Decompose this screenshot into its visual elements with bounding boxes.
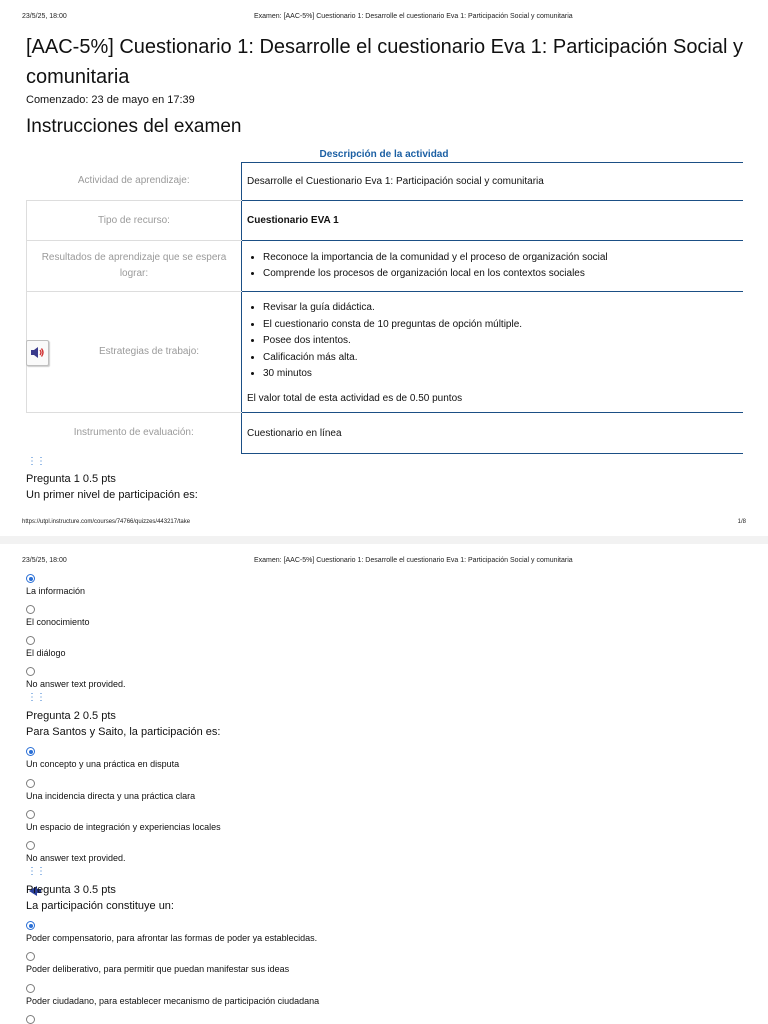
- list-item: • Calificación más alta.: [263, 350, 738, 367]
- row-value: [242, 292, 744, 413]
- table-row: [27, 292, 744, 413]
- drag-handle-icon[interactable]: ⋮⋮: [27, 456, 45, 467]
- answer-label: No answer text provided.: [26, 679, 126, 689]
- radio-button[interactable]: [26, 810, 35, 819]
- row-value: Cuestionario en línea: [242, 413, 744, 454]
- question-header: Pregunta 1 0.5 pts: [26, 473, 116, 485]
- print-date: 23/5/25, 18:00: [22, 557, 67, 564]
- instructions-title: Instrucciones del examen: [26, 116, 242, 137]
- speaker-icon: [30, 346, 45, 359]
- learning-outcomes-list: [247, 250, 738, 283]
- answer-label: La información: [26, 586, 86, 596]
- answer-label: Un espacio de integración y experiencias locales: [26, 822, 221, 832]
- print-url: https://utpl.instructure.com/courses/74766/quizzes/443217/take: [22, 519, 191, 525]
- answer-label: Poder deliberativo, para permitir que puedan manifestar sus ideas: [26, 964, 290, 974]
- list-item: • 30 minutos: [263, 366, 738, 383]
- list-item: • Revisar la guía didáctica.: [263, 300, 738, 317]
- answer-label: Poder compensatorio, para afrontar las formas de poder ya establecidas.: [26, 933, 318, 943]
- question-header: Pregunta 2 0.5 pts: [26, 710, 116, 722]
- row-value: [242, 241, 744, 292]
- radio-button[interactable]: [26, 667, 35, 676]
- radio-button[interactable]: [26, 1015, 35, 1024]
- row-value: Desarrolle el Cuestionario Eva 1: Participación social y comunitaria: [242, 163, 744, 201]
- page-number: 1/8: [737, 519, 746, 525]
- radio-button[interactable]: [26, 841, 35, 850]
- total-value-note: El valor total de esta actividad es de 0.50 puntos: [247, 392, 463, 404]
- radio-button[interactable]: [26, 747, 35, 756]
- list-item: • Reconoce la importancia de la comunidad y el proceso de organización social: [263, 250, 738, 267]
- table-row: [27, 201, 744, 241]
- drag-handle-icon[interactable]: ⋮⋮: [27, 692, 45, 703]
- table-row: [27, 241, 744, 292]
- question-text: La participación constituye un:: [26, 900, 174, 912]
- answer-label: Poder ciudadano, para establecer mecanismo de participación ciudadana: [26, 996, 320, 1006]
- answer-label: El conocimiento: [26, 617, 90, 627]
- radio-button[interactable]: [26, 574, 35, 583]
- answer-label: No answer text provided.: [26, 853, 126, 863]
- row-label: Tipo de recurso:: [27, 201, 242, 241]
- page-separator: [0, 536, 768, 544]
- question-header: Pregunta 3 0.5 pts: [26, 884, 116, 896]
- strategy-label-text: Estrategias de trabajo:: [98, 346, 200, 357]
- started-time: Comenzado: 23 de mayo en 17:39: [26, 94, 195, 106]
- print-doc-title: Examen: [AAC-5%] Cuestionario 1: Desarrolle el cuestionario Eva 1: Participación Social y comunitaria: [254, 557, 573, 564]
- list-item: • Posee dos intentos.: [263, 333, 738, 350]
- list-item: • El cuestionario consta de 10 preguntas de opción múltiple.: [263, 317, 738, 334]
- radio-button[interactable]: [26, 952, 35, 961]
- activity-description-table: [26, 162, 743, 454]
- list-item: • Comprende los procesos de organización local en los contextos sociales: [263, 266, 738, 283]
- question-text: Un primer nivel de participación es:: [26, 489, 198, 501]
- answer-label: El diálogo: [26, 648, 66, 658]
- answer-label: Una incidencia directa y una práctica clara: [26, 791, 196, 801]
- table-row: [27, 163, 744, 201]
- question-text: Para Santos y Saito, la participación es:: [26, 726, 221, 738]
- radio-button[interactable]: [26, 605, 35, 614]
- print-page-2: [0, 544, 768, 1024]
- table-caption: Descripción de la actividad: [319, 149, 449, 160]
- row-label: Actividad de aprendizaje:: [27, 163, 242, 201]
- print-date: 23/5/25, 18:00: [22, 13, 67, 20]
- radio-button[interactable]: [26, 984, 35, 993]
- radio-button[interactable]: [26, 921, 35, 930]
- speaker-button[interactable]: [26, 340, 49, 366]
- row-label: [27, 292, 242, 413]
- strategies-list: [247, 300, 738, 383]
- row-label: Instrumento de evaluación:: [27, 413, 242, 454]
- drag-handle-icon[interactable]: ⋮⋮: [27, 866, 45, 877]
- radio-button[interactable]: [26, 779, 35, 788]
- radio-button[interactable]: [26, 636, 35, 645]
- table-row: [27, 413, 744, 454]
- quiz-title: [AAC-5%] Cuestionario 1: Desarrolle el cuestionario Eva 1: Participación Social y comunitaria: [26, 36, 744, 88]
- row-value: Cuestionario EVA 1: [242, 201, 744, 241]
- answer-label: Un concepto y una práctica en disputa: [26, 759, 180, 769]
- print-doc-title: Examen: [AAC-5%] Cuestionario 1: Desarrolle el cuestionario Eva 1: Participación Social y comunitaria: [254, 13, 573, 20]
- row-label: Resultados de aprendizaje que se espera lograr:: [27, 241, 242, 292]
